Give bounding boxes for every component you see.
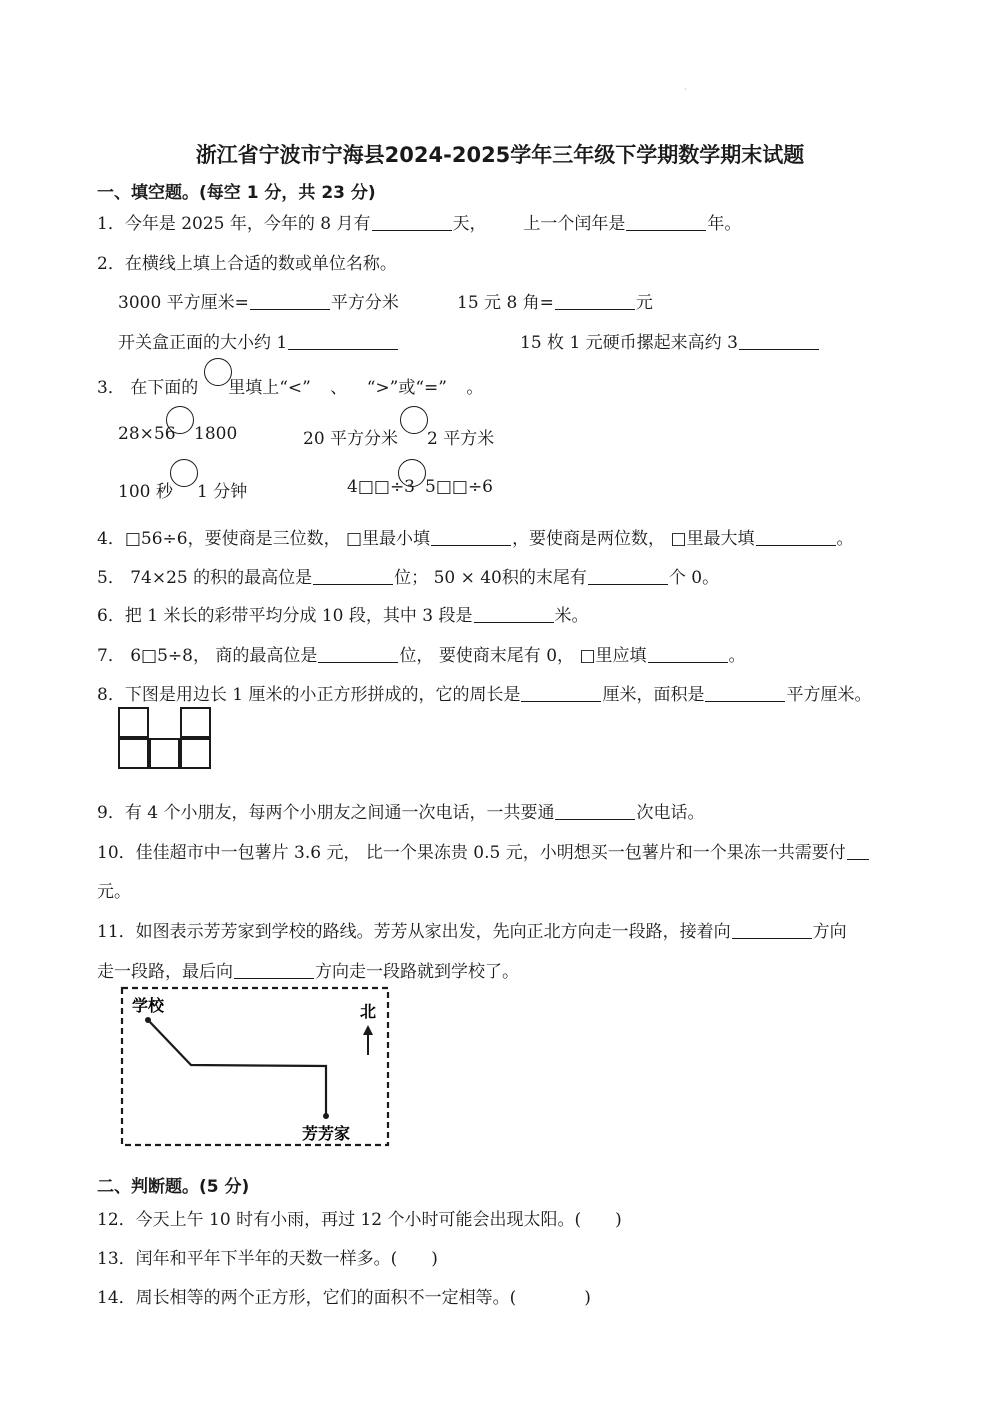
q2-blank-a[interactable] [250, 292, 330, 310]
north-arrow-head-icon [363, 1025, 373, 1035]
q3-item-4-right: 5□□÷6 [425, 477, 493, 497]
q2-item-c [118, 328, 399, 353]
q11-text-b: 方向 [812, 922, 847, 942]
q2-item-d [520, 328, 820, 353]
scan-dot: · [684, 85, 687, 94]
route-map-svg [119, 985, 391, 1148]
q3-text-f: 。 [466, 378, 484, 398]
q9-text-b: 次电话。 [636, 803, 705, 823]
q4-blank-min[interactable] [431, 528, 511, 546]
q3-text-d: 、 [330, 378, 348, 398]
q3-item-1-right: 1800 [194, 424, 238, 444]
q7-text-c: 商的最高位是 [215, 646, 318, 666]
q3-stem-circle [204, 358, 232, 386]
q7-text-e: 要使商末尾有 0， [438, 646, 575, 666]
q5-text-c: 位； [394, 568, 429, 588]
q5-blank-zeros[interactable] [588, 567, 668, 585]
q3-compare-circle-2[interactable] [400, 406, 428, 434]
q1-text-a: 1．今年是 2025 年，今年的 8 月有 [97, 214, 371, 234]
question-9 [97, 798, 704, 823]
q8-blank-perimeter[interactable] [521, 684, 601, 702]
question-6 [97, 601, 589, 626]
question-13: 13．闰年和平年下半年的天数一样多。( ) [97, 1249, 438, 1269]
q4-text-e: □里最大填 [670, 529, 755, 549]
square-grid-figure [118, 707, 211, 769]
q2-d-left: 15 枚 1 元硬币摞起来高约 3 [520, 333, 738, 353]
q6-text-a: 6．把 1 米长的彩带平均分成 10 段，其中 3 段是 [97, 606, 473, 626]
q8-text-a: 8．下图是用边长 1 厘米的小正方形拼成的，它的周长是 [97, 685, 521, 705]
question-5 [97, 563, 719, 588]
q9-blank[interactable] [555, 802, 635, 820]
q2-item-a [118, 288, 399, 313]
q1-text-d: 年。 [707, 214, 742, 234]
question-1 [97, 209, 741, 234]
q2-c-left: 开关盒正面的大小约 1 [118, 333, 288, 353]
q4-text-d: ，要使商是两位数， [512, 529, 666, 549]
map-label-north: 北 [360, 1002, 377, 1021]
q3-text-c: 里填上“<” [228, 378, 311, 398]
page-title: 浙江省宁波市宁海县2024-2025学年三年级下学期数学期末试题 [195, 143, 805, 167]
q11-blank-direction-2[interactable] [234, 961, 314, 979]
q2-a-left: 3000 平方厘米= [118, 293, 249, 313]
home-point [323, 1113, 329, 1119]
q6-text-b: 米。 [554, 606, 589, 626]
q7-number: 7． [97, 646, 125, 666]
q11-blank-direction-1[interactable] [732, 921, 812, 939]
grid-square [118, 738, 149, 769]
q2-a-unit: 平方分米 [330, 293, 399, 313]
q2-b-left: 15 元 8 角= [457, 293, 554, 313]
question-14: 14．周长相等的两个正方形，它们的面积不一定相等。( ) [97, 1288, 591, 1308]
grid-square [180, 738, 211, 769]
section-2-heading: 二、判断题。(5 分) [97, 1177, 250, 1197]
grid-square [180, 707, 211, 738]
grid-square [149, 738, 180, 769]
q3-text-e: “>”或“=” [366, 378, 447, 398]
q1-blank-days[interactable] [372, 213, 452, 231]
q1-text-b: 天， [452, 214, 487, 234]
q4-text-c: □里最小填 [346, 529, 431, 549]
q3-compare-circle-4[interactable] [398, 459, 426, 487]
q3-item-4-left: 4□□÷3 [347, 477, 415, 497]
q4-text-f: 。 [836, 529, 854, 549]
q1-text-c: 上一个闰年是 [523, 214, 626, 234]
q6-blank[interactable] [474, 605, 554, 623]
question-11-line-1 [97, 917, 847, 942]
question-8 [97, 680, 871, 705]
q3-item-2-right: 2 平方米 [427, 429, 495, 449]
q3-number: 3． [97, 378, 125, 398]
q8-blank-area[interactable] [705, 684, 785, 702]
question-12: 12．今天上午 10 时有小雨，再过 12 个小时可能会出现太阳。( ) [97, 1210, 622, 1230]
q7-text-f: □里应填 [579, 646, 647, 666]
q5-number: 5． [97, 568, 125, 588]
q8-text-b: 厘米，面积是 [602, 685, 705, 705]
map-label-home: 芳芳家 [302, 1124, 351, 1143]
q3-compare-circle-1[interactable] [166, 406, 194, 434]
q10-text-a: 10．佳佳超市中一包薯片 3.6 元， [97, 843, 361, 863]
q7-text-g: 。 [728, 646, 746, 666]
map-label-school: 学校 [132, 996, 165, 1015]
q5-text-d: 50 × 40积的末尾有 [433, 568, 587, 588]
q2-blank-b[interactable] [555, 292, 635, 310]
q4-text-b: □56÷6，要使商是三位数， [124, 529, 341, 549]
q5-text-e: 个 0。 [668, 568, 720, 588]
q1-blank-leap-year[interactable] [626, 213, 706, 231]
section-1-heading: 一、填空题。(每空 1 分，共 23 分) [97, 183, 376, 203]
q5-text-b: 74×25 的积的最高位是 [130, 568, 313, 588]
q2-b-unit: 元 [635, 293, 653, 313]
school-point [145, 1017, 151, 1023]
q10-blank[interactable] [847, 842, 869, 860]
q11-text-d: 方向走一段路就到学校了。 [315, 962, 519, 982]
q2-item-b [457, 288, 653, 313]
q10-text-b: 比一个果冻贵 0.5 元，小明想买一包薯片和一个果冻一共需要付 [365, 843, 846, 863]
grid-square [118, 707, 149, 738]
q3-item-3-left: 100 秒 [118, 482, 173, 502]
q7-text-d: 位， [399, 646, 434, 666]
route-path [148, 1020, 326, 1116]
question-4 [97, 524, 854, 549]
q7-text-b: 6□5÷8， [130, 646, 210, 666]
q3-item-1-left: 28×56 [118, 424, 176, 444]
question-7 [97, 641, 746, 666]
q3-compare-circle-3[interactable] [170, 459, 198, 487]
q7-blank-fill[interactable] [648, 645, 728, 663]
question-2-stem: 2．在横线上填上合适的数或单位名称。 [97, 254, 397, 274]
q3-item-3-right: 1 分钟 [197, 482, 248, 502]
q2-blank-c[interactable] [288, 332, 398, 350]
question-11-line-2 [97, 957, 519, 982]
question-10 [97, 838, 870, 863]
q3-text-b: 在下面的 [130, 378, 199, 398]
q11-text-a: 11．如图表示芳芳家到学校的路线。芳芳从家出发，先向正北方向走一段路，接着向 [97, 922, 731, 942]
q8-text-c: 平方厘米。 [786, 685, 872, 705]
q2-blank-d[interactable] [739, 332, 819, 350]
route-map [119, 985, 391, 1148]
q11-text-c: 走一段路，最后向 [97, 962, 233, 982]
q10-unit: 元。 [97, 882, 131, 902]
q4-blank-max[interactable] [756, 528, 836, 546]
q4-number: 4． [97, 529, 125, 549]
q3-item-2-left: 20 平方分米 [303, 429, 399, 449]
q7-blank-highest[interactable] [318, 645, 398, 663]
q5-blank-highest[interactable] [313, 567, 393, 585]
question-3-stem [97, 373, 483, 398]
q9-text-a: 9．有 4 个小朋友，每两个小朋友之间通一次电话，一共要通 [97, 803, 555, 823]
